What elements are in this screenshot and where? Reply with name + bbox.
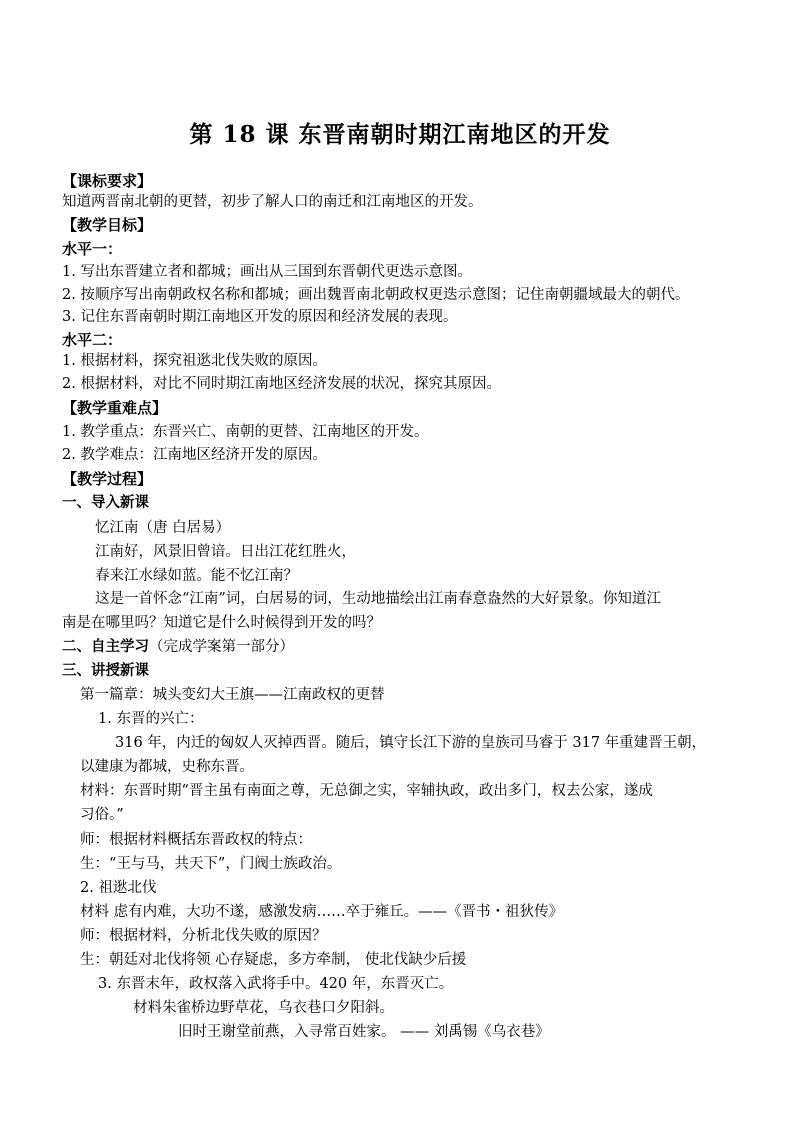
heading-process: 【教学过程】: [62, 470, 153, 488]
level1-item: 1. 写出东晋建立者和都城；画出从三国到东晋朝代更迭示意图。: [62, 264, 472, 280]
heading-objectives: 【教学目标】: [62, 216, 153, 234]
poem-title: 忆江南（唐 白居易）: [95, 520, 231, 536]
intro-paragraph: 南是在哪里吗？知道它是什么时候得到开发的吗？: [62, 615, 381, 631]
material-poem-line: 材料朱雀桥边野草花，乌衣巷口夕阳斜。: [133, 1000, 394, 1016]
keypoint-item: 1. 教学重点：东晋兴亡、南朝的更替、江南地区的开发。: [62, 424, 429, 440]
subsection-title: 3. 东晋末年，政权落入武将手中。420 年，东晋灭亡。: [98, 976, 454, 992]
paragraph: 316 年，内迁的匈奴人灭掉西晋。随后，镇守长江下游的皇族司马睿于 317 年重建晋王朝，: [115, 735, 707, 751]
level2-item: 2. 根据材料，对比不同时期江南地区经济发展的状况，探究其原因。: [62, 376, 501, 392]
section-self-study-note: （完成学案第一部分）: [149, 639, 294, 655]
curriculum-text: 知道两晋南北朝的更替，初步了解人口的南迁和江南地区的开发。: [62, 194, 483, 210]
section-self-study: [62, 637, 294, 657]
level1-item: 2. 按顺序写出南朝政权名称和都城；画出魏晋南北朝政权更迭示意图；记住南朝疆域最大的朝代。: [62, 287, 690, 303]
keypoint-item: 2. 教学难点：江南地区经济开发的原因。: [62, 447, 327, 463]
level2-item: 1. 根据材料，探究祖逖北伐失败的原因。: [62, 353, 327, 369]
student-answer: 生：朝廷对北伐将领 心存疑虑，多方牵制， 使北伐缺少后援: [80, 952, 467, 968]
material-quote: 习俗。”: [80, 807, 124, 823]
material-poem-line: 旧时王谢堂前燕，入寻常百姓家。 —— 刘禹锡《乌衣巷》: [178, 1024, 550, 1040]
poem-line: 春来江水绿如蓝。能不忆江南？: [95, 568, 298, 584]
student-answer: 生：“王与马，共天下”，门阀士族政治。: [80, 856, 342, 872]
subsection-title: 2. 祖逖北伐: [80, 880, 157, 896]
page-title: 第 18 课 东晋南朝时期江南地区的开发: [189, 121, 611, 148]
teacher-question: 师：根据材料概括东晋政权的特点：: [80, 832, 312, 848]
heading-curriculum: 【课标要求】: [62, 172, 153, 190]
section-self-study-title: 二、自主学习: [62, 638, 149, 655]
poem-line: 江南好，风景旧曾谙。日出江花红胜火，: [95, 544, 356, 560]
intro-paragraph: 这是一首怀念“江南”词，白居易的词，生动地描绘出江南春意盎然的大好景象。你知道江: [95, 591, 661, 607]
material-quote: 材料：东晋时期“晋主虽有南面之尊，无总御之实，宰辅执政，政出多门，权去公家，遂成: [80, 783, 653, 799]
heading-keypoints: 【教学重难点】: [62, 399, 168, 417]
teacher-question: 师：根据材料，分析北伐失败的原因？: [80, 928, 327, 944]
paragraph: 以建康为都城，史称东晋。: [80, 759, 254, 775]
section-lecture-title: 三、讲授新课: [62, 662, 149, 679]
level2-title: 水平二：: [62, 331, 123, 349]
material-quote: 材料 虑有内难，大功不遂，感激发病……卒于雍丘。——《晋书・祖狄传》: [80, 904, 564, 920]
chapter-title: 第一篇章：城头变幻大王旗——江南政权的更替: [80, 687, 385, 703]
section-intro-title: 一、导入新课: [62, 494, 149, 511]
level1-title: 水平一：: [62, 240, 123, 258]
level1-item: 3. 记住东晋南朝时期江南地区开发的原因和经济发展的表现。: [62, 309, 458, 325]
subsection-title: 1. 东晋的兴亡：: [98, 711, 204, 727]
